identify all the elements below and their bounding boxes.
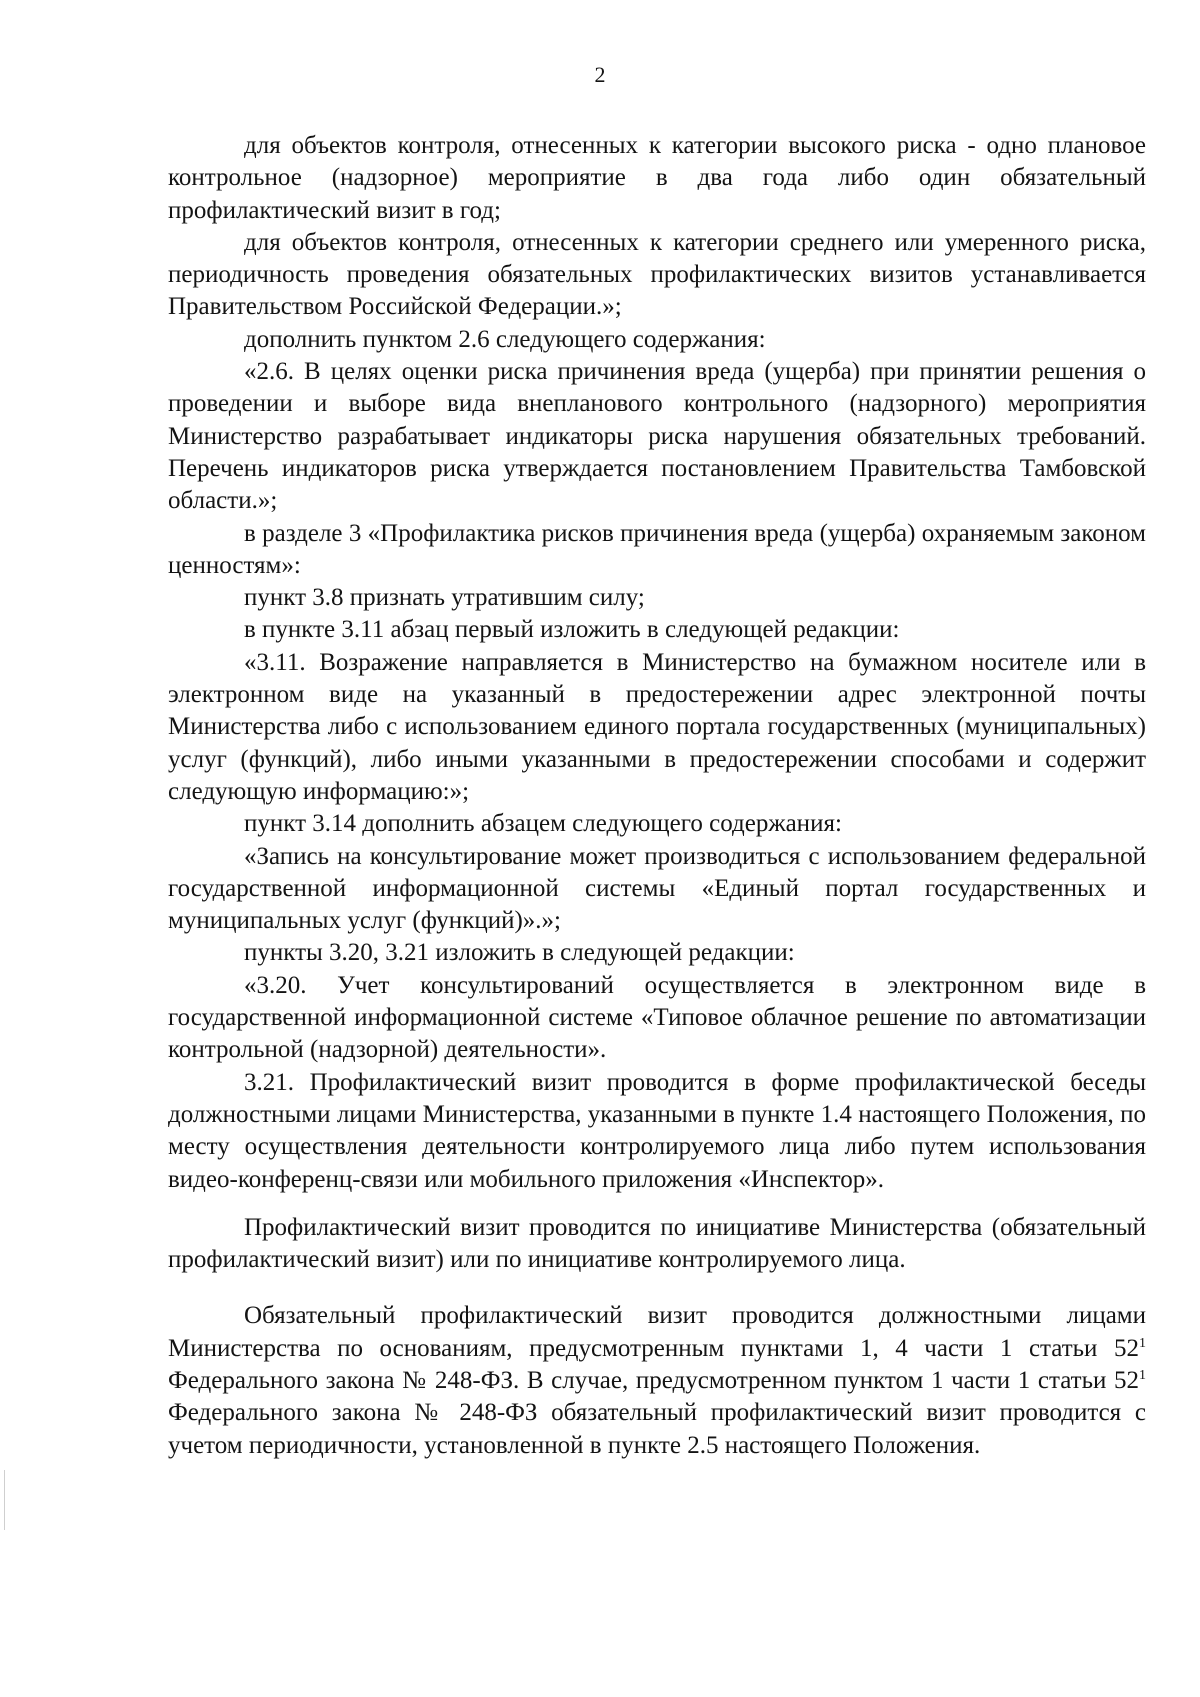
paragraph-high-risk: для объектов контроля, отнесенных к категории высокого риска - одно плановое контрольное (надзорное) мероприятие в два года либо один обязательный профилактический визит в год; [168,132,1146,224]
paragraph-item-3-11: «3.11. Возражение направляется в Министерство на бумажном носителе или в электронном виде на указанный в предостережении адрес электронной почты Министерства либо с использованием единого портала государственных (муниципальных) услуг (функций), либо иными указанными в предостережении способами и содержит следующую информацию:»; [168,648,1146,805]
paragraph-mandatory-visit-part-2: Федерального закона № 248-ФЗ. В случае, предусмотренном пунктом 1 части 1 статьи 52 [168,1366,1139,1394]
paragraph-add-item-2-6: дополнить пунктом 2.6 следующего содержания: [244,325,766,353]
scan-edge-mark [4,1470,5,1530]
paragraph-mandatory-visit-part-3: Федерального закона № 248-ФЗ обязательный профилактический визит проводится с учетом периодичности, установленной в пункте 2.5 настоящего Положения. [168,1399,1146,1459]
paragraph-medium-risk: для объектов контроля, отнесенных к категории среднего или умеренного риска, периодичность проведения обязательных профилактических визитов устанавливается Правительством Российской Федерации.»; [168,228,1146,321]
paragraph-visit-initiative: Профилактический визит проводится по инициативе Министерства (обязательный профилактический визит) или по инициативе контролируемого лица. [168,1213,1146,1274]
paragraph-item-2-6: «2.6. В целях оценки риска причинения вреда (ущерба) при принятии решения о проведении и выборе вида внепланового контрольного (надзорного) мероприятия Министерство разрабатывает индикаторы риска нарушения обязательных требований. Перечень индикаторов риска утверждается постановлением Правительства Тамбовской области.»; [168,358,1146,515]
paragraph-item-3-14: «Запись на консультирование может производиться с использованием федеральной государственной информационной системы «Единый портал государственных и муниципальных услуг (функций)».»; [168,842,1146,935]
paragraph-items-3-20-3-21-intro: пункты 3.20, 3.21 изложить в следующей редакции: [244,939,795,967]
paragraph-item-3-11-intro: в пункте 3.11 абзац первый изложить в следующей редакции: [244,616,900,644]
paragraph-mandatory-visit [168,1300,1146,1461]
paragraph-item-3-20: «3.20. Учет консультирований осуществляется в электронном виде в государственной информационной системе «Типовое облачное решение по автоматизации контрольной (надзорной) деятельности». [168,971,1146,1064]
paragraph-item-3-21: 3.21. Профилактический визит проводится в форме профилактической беседы должностными лицами Министерства, указанными в пункте 1.4 настоящего Положения, по месту осуществления деятельности контролируемого лица либо путем использования видео-конференц-связи или мобильного приложения «Инспектор». [168,1068,1146,1193]
paragraph-item-3-14-intro: пункт 3.14 дополнить абзацем следующего содержания: [244,810,842,838]
page-number: 2 [594,62,606,87]
article-superscript-2: 1 [1139,1367,1146,1383]
paragraph-item-3-8: пункт 3.8 признать утратившим силу; [244,584,645,612]
document-body [168,130,1146,1462]
paragraph-section-3: в разделе 3 «Профилактика рисков причинения вреда (ущерба) охраняемым законом ценностям»: [168,519,1146,579]
article-superscript-1: 1 [1139,1335,1146,1351]
paragraph-mandatory-visit-part-1: Обязательный профилактический визит проводится должностными лицами Министерства по основаниям, предусмотренным пунктами 1, 4 части 1 статьи 52 [168,1302,1146,1362]
